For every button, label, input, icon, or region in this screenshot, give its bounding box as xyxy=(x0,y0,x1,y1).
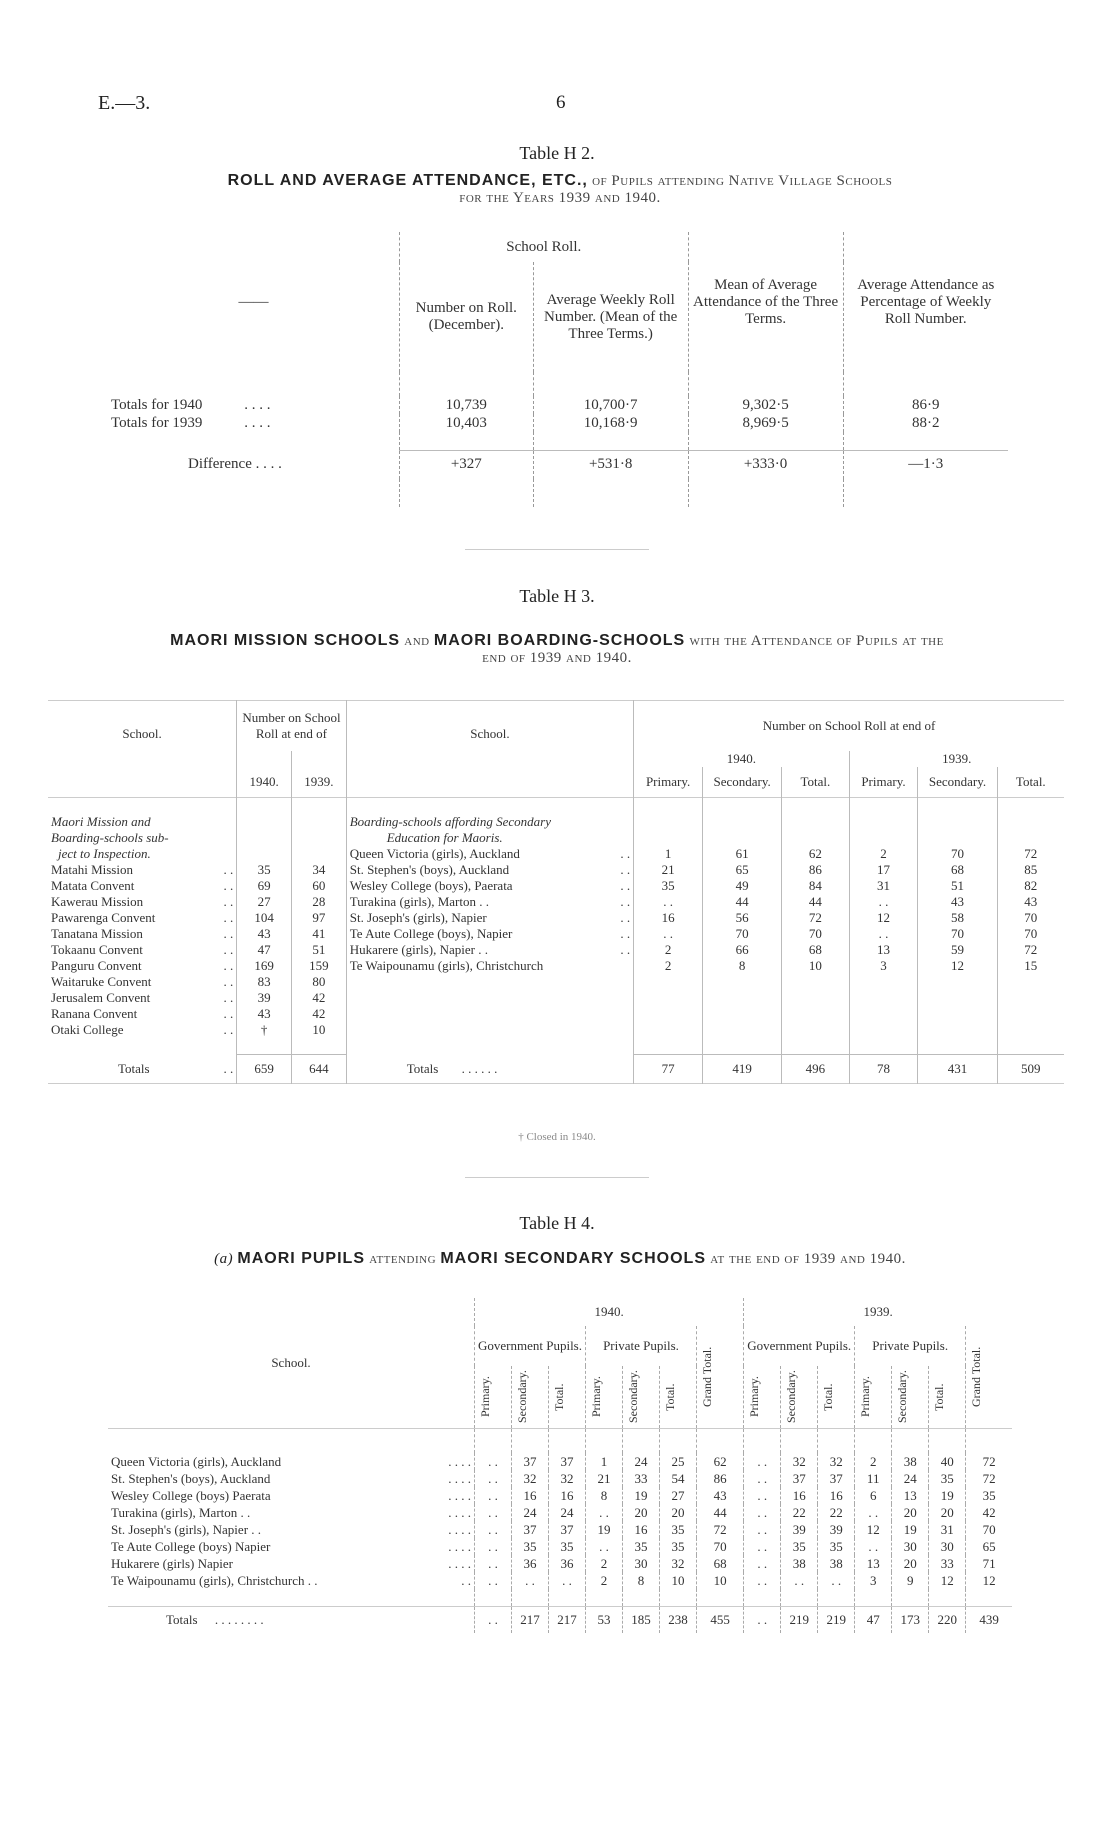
table-h3-label: Table H 3. xyxy=(519,586,595,606)
table-h2-dash: —— xyxy=(238,293,269,310)
table-row: Totals for 1939 . . . . 10,403 10,168·9 8,969·5 88·2 xyxy=(108,414,1008,432)
table-row: Hukarere (girls) Napier . . . . . . 36 36 2 30 32 68 . . 38 38 13 20 33 71 xyxy=(108,1555,1012,1572)
table-row: Matahi Mission . . 35 34 St. Stephen's (boys), Auckland . . 21 65 86 17 68 85 xyxy=(48,862,1064,878)
table-h3-roll-header-left: Number on School Roll at end of xyxy=(237,701,347,752)
table-row: Jerusalem Convent . . 39 42 xyxy=(48,990,1064,1006)
table-row: Te Waipounamu (girls), Christchurch . . . . . . . . . . 2 8 10 10 . . . . . . 3 9 12 12 xyxy=(108,1572,1012,1589)
table-h2 xyxy=(108,232,1008,507)
table-h3: School. Number on School Roll at end of School. Number on School Roll at end of 1940. 1939. 1940. 1939. Primary. Secondary. Total. Primary. Secondary. Total. Maori Mission and Boarding-schools affording Secondary Boarding-schools sub- Education for Maoris. ject to Inspection. Queen Victoria (girls), Auckland . . 1 61 62 2 70 72 Matahi Mission . . 35 34 St. Stephen's (boys), Auckland . . 21 65 86 17 68 85 Matata Convent . . 69 60 Wesley College (boys), Paerata . . 35 49 84 31 51 82 Kawerau Mission . . 27 28 Turakina (girls), Marton . . . . . . 44 44 . . 43 43 Pawarenga Convent . . 104 97 St. Joseph's (girls), Napier . . 16 56 72 12 58 70 Tanatana Mission . . 43 41 Te Aute College (boys), Napier . . . . 70 70 . . 70 70 Tokaanu Convent . . 47 51 Hukarere (girls), Napier . . . . 2 66 68 13 59 72 Panguru Convent . . 169 159 Te Waipounamu (girls), Christchurch 2 8 10 3 12 15 Waitaruke Convent . . 83 80 Jerusalem Convent . . 39 42 Ranana Convent . . 43 42 Otaki College . . † 10 Totals . . 659 644 Totals . . . . . . 77 419 496 78 431 509 xyxy=(48,700,1064,1084)
table-row: Tokaanu Convent . . 47 51 Hukarere (girls), Napier . . . . 2 66 68 13 59 72 xyxy=(48,942,1064,958)
table-h2-difference-row: Difference . . . . +327 +531·8 +333·0 —1·3 xyxy=(108,451,1008,479)
table-h4-label: Table H 4. xyxy=(519,1213,595,1233)
table-row: Tanatana Mission . . 43 41 Te Aute College (boys), Napier . . . . 70 70 . . 70 70 xyxy=(48,926,1064,942)
divider xyxy=(465,549,649,550)
table-row: Kawerau Mission . . 27 28 Turakina (girls), Marton . . . . . . 44 44 . . 43 43 xyxy=(48,894,1064,910)
table-h3-school-header-right: School. xyxy=(346,701,633,768)
table-h3-school-header-left: School. xyxy=(122,726,162,741)
table-h4-totals-row: Totals . . . . . . . . . . 217 217 53 185 238 455 . . 219 219 47 173 220 439 xyxy=(108,1607,1012,1634)
table-h2-col1-header: Number on Roll. (December). xyxy=(399,262,533,372)
table-h3-totals-row: Totals . . 659 644 Totals . . . . . . 77 419 496 78 431 509 xyxy=(48,1055,1064,1084)
table-row: Panguru Convent . . 169 159 Te Waipounamu (girls), Christchurch 2 8 10 3 12 15 xyxy=(48,958,1064,974)
table-row: Ranana Convent . . 43 42 xyxy=(48,1006,1064,1022)
table-h4-title: (a) MAORI PUPILS attending MAORI SECONDARY SCHOOLS at the end of 1939 and 1940. xyxy=(214,1250,906,1267)
table-h2-title-bold: ROLL AND AVERAGE ATTENDANCE, ETC., xyxy=(227,172,588,189)
table-row: Matata Convent . . 69 60 Wesley College (boys), Paerata . . 35 49 84 31 51 82 xyxy=(48,878,1064,894)
table-row: Wesley College (boys) Paerata . . . . . . 16 16 8 19 27 43 . . 16 16 6 13 19 35 xyxy=(108,1487,1012,1504)
table-h2-col3-header: Mean of Average Attendance of the Three Terms. xyxy=(688,232,843,372)
table-row: Totals for 1940 . . . . 10,739 10,700·7 9,302·5 86·9 xyxy=(108,396,1008,414)
table-row: Pawarenga Convent . . 104 97 St. Joseph's (girls), Napier . . 16 56 72 12 58 70 xyxy=(48,910,1064,926)
page-reference: E.—3. xyxy=(98,92,151,114)
page-number: 6 xyxy=(556,92,566,113)
table-h3-title: MAORI MISSION SCHOOLS and MAORI BOARDING-SCHOOLS with the Attendance of Pupils at the end of 1939 and 1940. xyxy=(170,632,944,666)
table-row: Queen Victoria (girls), Auckland . . . . . . 37 37 1 24 25 62 . . 32 32 2 38 40 72 xyxy=(108,1453,1012,1470)
table-h2-group-header: School Roll. xyxy=(399,232,688,262)
divider xyxy=(465,1177,649,1178)
table-h3-roll-header-right: Number on School Roll at end of xyxy=(634,701,1064,752)
table-row: Otaki College . . † 10 xyxy=(48,1022,1064,1038)
table-h3-footnote: † Closed in 1940. xyxy=(518,1131,596,1143)
table-h4-school-header: School. xyxy=(271,1355,311,1370)
table-h2-title-line2: for the Years 1939 and 1940. xyxy=(459,190,661,206)
table-row: St. Stephen's (boys), Auckland . . . . . . 32 32 21 33 54 86 . . 37 37 11 24 35 72 xyxy=(108,1470,1012,1487)
table-row: Turakina (girls), Marton . . . . . . . . 24 24 . . 20 20 44 . . 22 22 . . 20 20 42 xyxy=(108,1504,1012,1521)
table-h4: School. 1940. 1939. Government Pupils. Private Pupils. Grand Total. Government Pupils. Private Pupils. Grand Total. Primary. Secondary. Total. Primary. Secondary. Total. Primary. Secondary. Total. Primary. Secondary. Total. Queen Victoria (girls), Auckland . . . . . . 37 37 1 24 25 62 . . 32 32 2 38 40 72 St. Stephen's (boys), Auckland . . . . . . 32 32 21 33 54 86 . . 37 37 11 24 35 72 Wesley College (boys) Paerata . . . . . . 16 16 8 19 27 43 . . 16 16 6 13 19 35 Turakina (girls), Marton . . . . . . . . 24 24 . . 20 20 44 . . 22 22 . . 20 20 42 St. Joseph's (girls), Napier . . . . . . . . 37 37 19 16 35 72 . . 39 39 12 19 31 70 Te Aute College (boys) Napier . . . . . . 35 35 . . 35 35 70 . . 35 35 . . 30 30 65 Hukarere (girls) Napier . . . . . . 36 36 2 30 32 68 . . 38 38 13 20 33 71 Te Waipounamu (girls), Christchurch . . . . . . . . . . 2 8 10 10 . . . . . . 3 9 12 12 Totals . . . . . . . . . . 217 217 53 185 238 455 . . 219 219 47 173 220 439 xyxy=(108,1298,1012,1633)
table-h2-label: Table H 2. xyxy=(519,143,595,163)
table-row: Waitaruke Convent . . 83 80 xyxy=(48,974,1064,990)
table-row: ject to Inspection. Queen Victoria (girls), Auckland . . 1 61 62 2 70 72 xyxy=(48,846,1064,862)
table-row: Te Aute College (boys) Napier . . . . . . 35 35 . . 35 35 70 . . 35 35 . . 30 30 65 xyxy=(108,1538,1012,1555)
table-h2-title-rest: of Pupils attending Native Village Schools xyxy=(592,173,893,189)
table-row: St. Joseph's (girls), Napier . . . . . . . . 37 37 19 16 35 72 . . 39 39 12 19 31 70 xyxy=(108,1521,1012,1538)
table-h2-col4-header: Average Attendance as Percentage of Weekly Roll Number. xyxy=(843,232,1008,372)
table-h2-col2-header: Average Weekly Roll Number. (Mean of the Three Terms.) xyxy=(533,262,688,372)
table-h2-title xyxy=(90,172,1030,207)
